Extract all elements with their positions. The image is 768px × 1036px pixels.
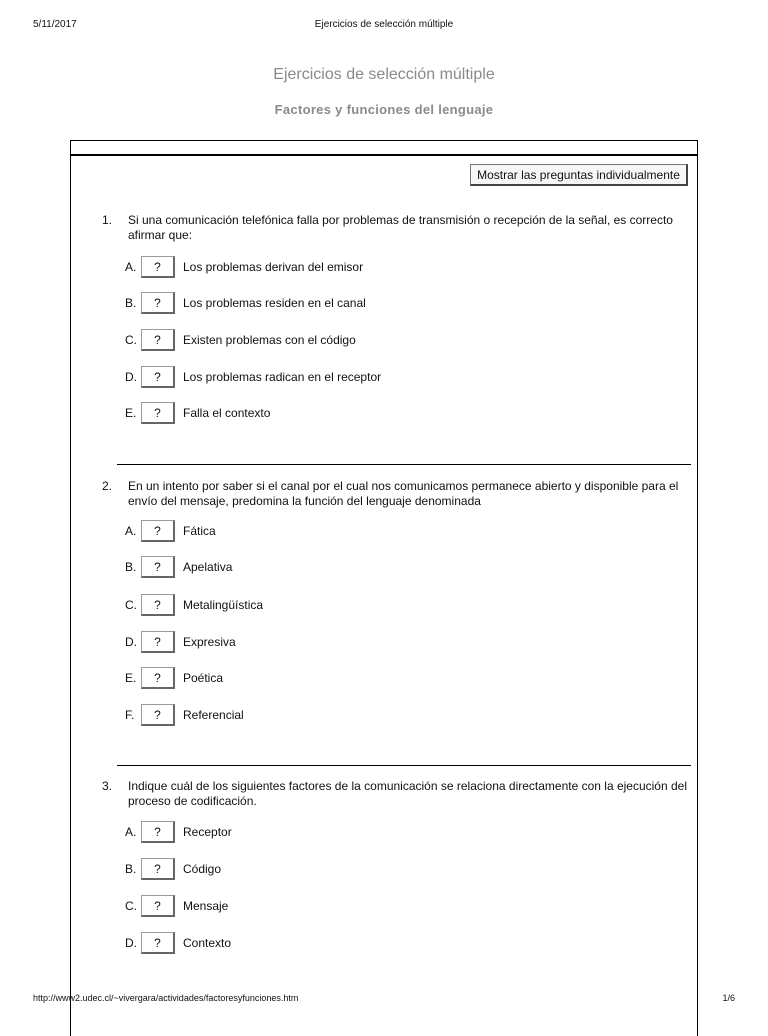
option-text: Existen problemas con el código	[183, 333, 356, 347]
page-subtitle: Factores y funciones del lenguaje	[274, 102, 494, 117]
option-row	[125, 894, 228, 918]
option-text: Fática	[183, 524, 216, 538]
option-letter: D.	[125, 370, 137, 384]
answer-select[interactable]: ?	[141, 556, 175, 578]
option-row	[125, 820, 232, 844]
answer-select[interactable]: ?	[141, 858, 175, 880]
show-questions-individually-button[interactable]: Mostrar las preguntas individualmente	[470, 164, 688, 186]
option-letter: B.	[125, 296, 137, 310]
answer-select[interactable]: ?	[141, 821, 175, 843]
option-letter: B.	[125, 560, 137, 574]
question-text: Indique cuál de los siguientes factores de la comunicación se relaciona directamente con la ejecución del proceso de codificación.	[128, 779, 688, 808]
option-letter: C.	[125, 598, 137, 612]
answer-select[interactable]: ?	[141, 895, 175, 917]
option-row	[125, 593, 263, 617]
question-text: Si una comunicación telefónica falla por problemas de transmisión o recepción de la señal, es correcto afirmar que:	[128, 213, 673, 242]
option-row	[125, 328, 356, 352]
option-letter: A.	[125, 260, 137, 274]
option-text: Los problemas residen en el canal	[183, 296, 366, 310]
option-row	[125, 555, 232, 579]
option-row	[125, 666, 223, 690]
question-number: 2.	[102, 479, 113, 493]
option-text: Código	[183, 862, 222, 876]
option-row	[125, 931, 231, 955]
question-number: 1.	[102, 213, 113, 227]
option-letter: D.	[125, 635, 137, 649]
answer-select[interactable]: ?	[141, 932, 175, 954]
option-letter: A.	[125, 524, 137, 538]
question-text: En un intento por saber si el canal por el cual nos comunicamos permanece abierto y disponible para el envío del mensaje, predomina la función del lenguaje denominada	[128, 479, 679, 508]
option-text: Mensaje	[183, 899, 229, 913]
question-separator	[117, 464, 691, 465]
answer-select[interactable]: ?	[141, 402, 175, 424]
option-text: Contexto	[183, 936, 232, 950]
option-text: Los problemas radican en el receptor	[183, 370, 382, 384]
option-letter: E.	[125, 406, 137, 420]
print-url: http://www2.udec.cl/~vivergara/actividades/factoresyfunciones.htm	[33, 993, 299, 1003]
option-letter: C.	[125, 333, 137, 347]
answer-select[interactable]: ?	[141, 520, 175, 542]
question-separator	[117, 765, 691, 766]
option-letter: D.	[125, 936, 137, 950]
answer-select[interactable]: ?	[141, 256, 175, 278]
page-title: Ejercicios de selección múltiple	[273, 66, 495, 83]
option-text: Referencial	[183, 708, 244, 722]
option-letter: B.	[125, 862, 137, 876]
option-row	[125, 703, 244, 727]
option-row	[125, 365, 381, 389]
option-letter: F.	[125, 708, 135, 722]
question-number: 3.	[102, 779, 113, 793]
option-row	[125, 857, 221, 881]
option-row	[125, 291, 366, 315]
option-text: Falla el contexto	[183, 406, 271, 420]
print-date: 5/11/2017	[33, 19, 77, 30]
option-text: Expresiva	[183, 635, 236, 649]
print-page-number: 1/6	[722, 993, 735, 1003]
option-text: Poética	[183, 671, 224, 685]
option-row	[125, 630, 236, 654]
option-row	[125, 519, 216, 543]
option-text: Receptor	[183, 825, 232, 839]
answer-select[interactable]: ?	[141, 366, 175, 388]
option-letter: C.	[125, 899, 137, 913]
option-text: Apelativa	[183, 560, 233, 574]
print-title: Ejercicios de selección múltiple	[314, 19, 454, 30]
option-letter: E.	[125, 671, 137, 685]
answer-select[interactable]: ?	[141, 631, 175, 653]
option-row	[125, 401, 270, 425]
answer-select[interactable]: ?	[141, 667, 175, 689]
option-letter: A.	[125, 825, 137, 839]
top-frame-bar	[70, 140, 698, 155]
answer-select[interactable]: ?	[141, 704, 175, 726]
answer-select[interactable]: ?	[141, 329, 175, 351]
option-row	[125, 255, 363, 279]
answer-select[interactable]: ?	[141, 594, 175, 616]
option-text: Metalingüística	[183, 598, 264, 612]
answer-select[interactable]: ?	[141, 292, 175, 314]
option-text: Los problemas derivan del emisor	[183, 260, 364, 274]
